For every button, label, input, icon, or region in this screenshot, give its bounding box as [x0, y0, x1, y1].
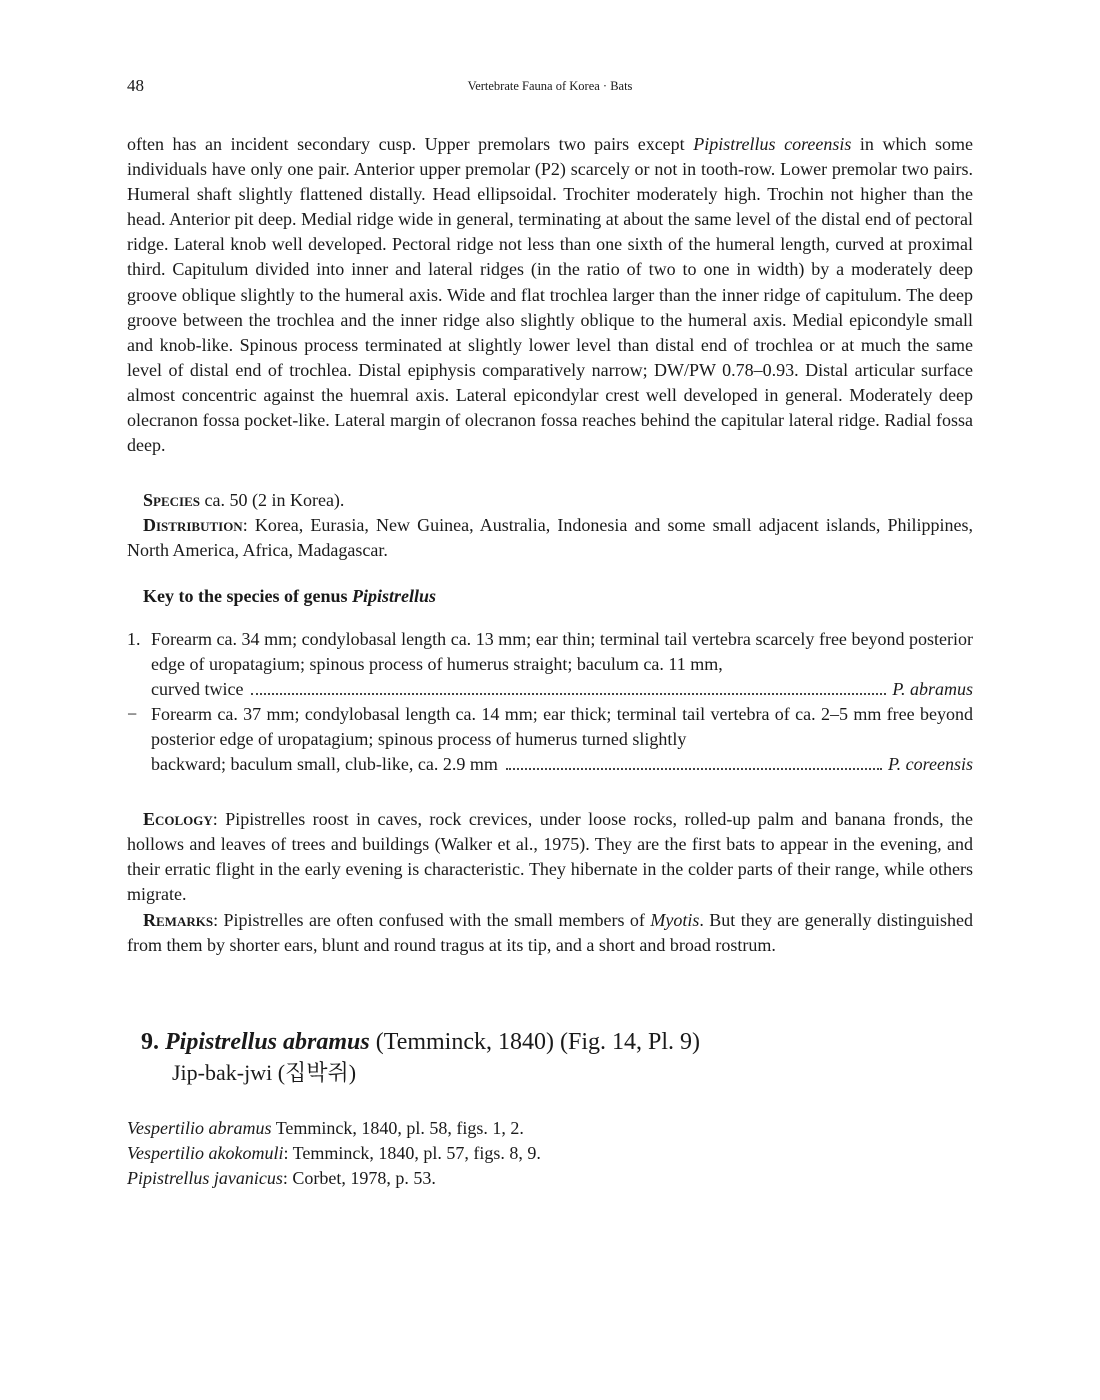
key-item-text: Forearm ca. 34 mm; condylobasal length ca. 13 mm; ear thin; terminal tail vertebra scarcely free beyond posterior edge of uropatagium; spinous process of humerus straight; baculum ca. 11 mm, — [151, 628, 973, 674]
page-body — [127, 132, 973, 1191]
key-item-last-line: curved twice — [151, 678, 244, 699]
remarks-genus: Myotis — [650, 909, 700, 930]
intro-text: often has an incident secondary cusp. Upper premolars two pairs except — [127, 134, 694, 154]
synonym-ref: Temminck, 1840, pl. 58, figs. 1, 2. — [271, 1117, 524, 1138]
ecology-text: : Pipistrelles roost in caves, rock crevices, under loose rocks, rolled-up palm and banana fronds, the hollows and leaves of trees and buildings (Walker et al., 1975). They are the first bats to appear in the evening, and their erratic flight in the early evening is characteristic. They hibernate in the colder parts of their range, while others migrate. — [127, 809, 973, 905]
synonym-list — [127, 1116, 973, 1191]
key-item-result: P. coreensis — [888, 754, 973, 775]
synonym-entry — [127, 1116, 973, 1141]
key-item-text: Forearm ca. 37 mm; condylobasal length ca. 14 mm; ear thick; terminal tail vertebra of ca. 2–5 mm free beyond posterior edge of uropatagium; spinous process of humerus turned slightly — [151, 703, 973, 749]
remarks-label: Remarks — [143, 909, 214, 930]
key-item — [127, 702, 973, 777]
species-heading — [127, 1026, 973, 1088]
species-label: Species — [143, 490, 200, 511]
synonym-name: Vespertilio akokomuli — [127, 1142, 284, 1163]
synonym-ref: : Corbet, 1978, p. 53. — [282, 1167, 436, 1188]
ecology-label: Ecology — [143, 809, 213, 830]
key-item-lead — [151, 752, 973, 777]
intro-paragraph — [127, 132, 973, 458]
species-count — [127, 488, 973, 513]
key-item-last-line: backward; baculum small, club-like, ca. 2.9 mm — [151, 754, 498, 775]
distribution-text: : Korea, Eurasia, New Guinea, Australia, Indonesia and some small adjacent islands, Philippines, North America, Africa, Madagascar. — [127, 515, 973, 561]
species-count-text: ca. 50 (2 in Korea). — [199, 490, 345, 511]
leader-dots — [506, 768, 882, 770]
intro-text: in which some individuals have only one pair. Anterior upper premolar (P2) scarcely or not in tooth-row. Lower premolar two pairs. Humeral shaft slightly flattened distally. Head ellipsoidal. Trochiter moderately high. Trochin not higher than the head. Anterior pit deep. Medial ridge wide in general, terminating at about the same level of the distal end of pectoral ridge. Lateral knob well developed. Pectoral ridge not less than one sixth of the humeral length, curved at proximal third. Capitulum divided into inner and lateral ridges (in the ratio of two to one in width) by a moderately deep groove oblique slightly to the humeral axis. Wide and flat trochlea larger than the inner ridge of capitulum. The deep groove between the trochlea and the inner ridge also slightly oblique to the humeral axis. Medial epicondyle small and knob-like. Spinous process terminated at slightly lower level than distal end of trochlea or at much the same level of distal end of trochlea. Distal epiphysis comparatively narrow; DW/PW 0.78–0.93. Distal articular surface almost concentric against the huemral axis. Lateral epicondylar crest well developed in general. Moderately deep olecranon fossa pocket-like. Lateral margin of olecranon fossa reaches behind the capitular lateral ridge. Radial fossa deep. — [127, 134, 973, 456]
page-header — [127, 76, 973, 98]
key-item-lead — [151, 677, 973, 702]
species-number: 9. — [141, 1028, 159, 1055]
synonym-entry — [127, 1141, 973, 1166]
synonym-ref: : Temminck, 1840, pl. 57, figs. 8, 9. — [283, 1142, 541, 1163]
key-heading-text: Key to the species of genus — [143, 585, 352, 606]
species-title — [141, 1026, 973, 1058]
remarks-text: : Pipistrelles are often confused with the small members of — [213, 909, 651, 930]
species-authority: (Temminck, 1840) (Fig. 14, Pl. 9) — [369, 1028, 701, 1055]
synonym-name: Pipistrellus javanicus — [127, 1167, 283, 1188]
remarks-text: . But they are generally distinguished from them by shorter ears, blunt and round tragus at its tip, and a short and broad rostrum. — [127, 909, 973, 955]
species-scientific-name: Pipistrellus abramus — [165, 1028, 370, 1055]
key-item — [127, 627, 973, 702]
key-marker: 1. — [127, 628, 141, 649]
page-number: 48 — [127, 76, 144, 95]
distribution-label: Distribution — [143, 515, 243, 536]
intro-species-name: Pipistrellus coreensis — [693, 134, 852, 154]
running-head: Vertebrate Fauna of Korea · Bats — [467, 79, 633, 93]
key-marker: − — [127, 703, 138, 724]
synonym-entry — [127, 1166, 973, 1191]
species-key — [127, 627, 973, 778]
remarks-paragraph — [127, 908, 973, 958]
ecology-paragraph — [127, 807, 973, 907]
key-heading-genus: Pipistrellus — [351, 585, 436, 606]
key-item-result: P. abramus — [892, 678, 973, 699]
leader-dots — [251, 693, 886, 695]
synonym-name: Vespertilio abramus — [127, 1117, 272, 1138]
distribution — [127, 513, 973, 563]
key-heading — [127, 584, 973, 609]
species-common-name: Jip-bak-jwi (집박쥐) — [172, 1059, 357, 1085]
